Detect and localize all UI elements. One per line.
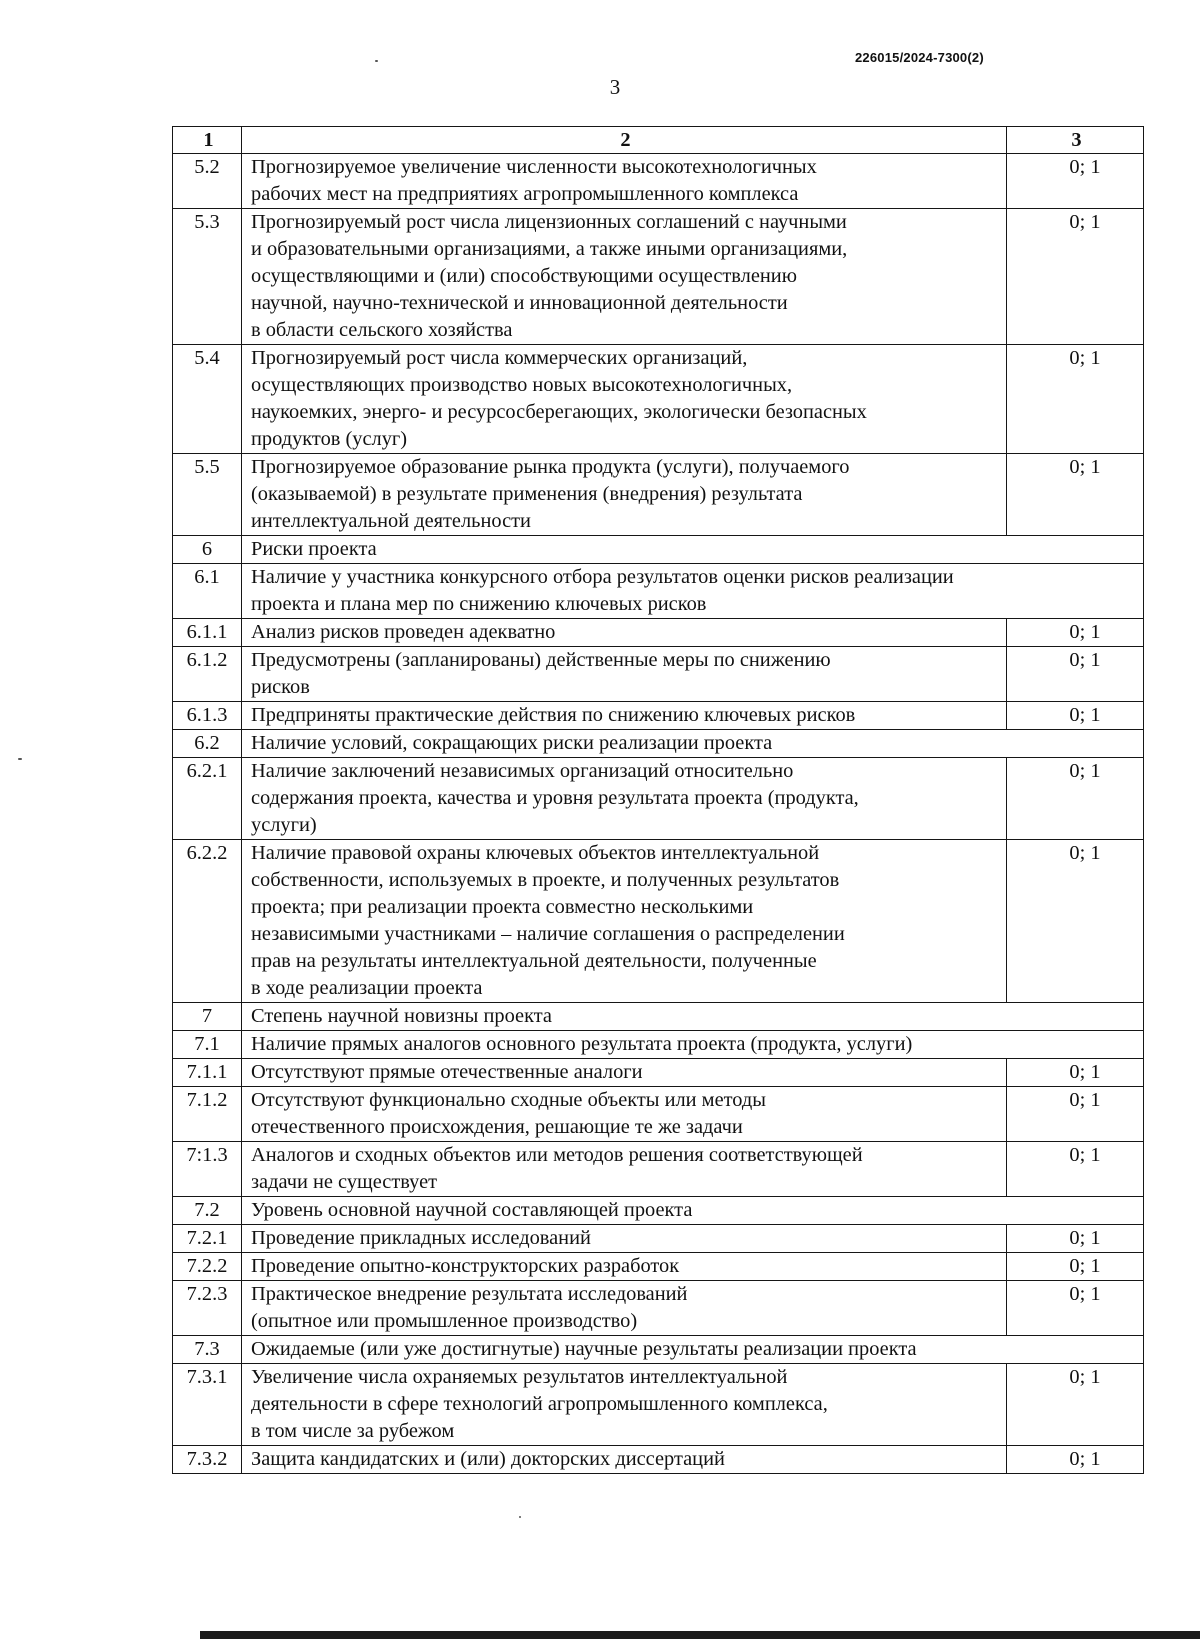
table-row bbox=[173, 564, 1144, 619]
score-value: 0; 1 bbox=[1007, 840, 1144, 1003]
score-value: 0; 1 bbox=[1007, 702, 1144, 730]
scan-speck bbox=[375, 60, 378, 62]
score-value: 0; 1 bbox=[1007, 647, 1144, 702]
item-number: 7.3 bbox=[173, 1336, 242, 1364]
criterion-text: Наличие правовой охраны ключевых объектов интеллектуальной собственности, используемых в проекте, и полученных результатов проекта; при реализации проекта совместно несколькими независимыми участниками – наличие соглашения о распределении прав на результаты интеллектуальной деятельности, полученные в ходе реализации проекта bbox=[242, 840, 1007, 1003]
table-row bbox=[173, 454, 1144, 536]
item-number: 7.1.1 bbox=[173, 1059, 242, 1087]
criterion-text: Защита кандидатских и (или) докторских диссертаций bbox=[242, 1446, 1007, 1474]
score-value: 0; 1 bbox=[1007, 1364, 1144, 1446]
score-value: 0; 1 bbox=[1007, 1059, 1144, 1087]
table-row bbox=[173, 154, 1144, 209]
criterion-text: Предусмотрены (запланированы) действенные меры по снижению рисков bbox=[242, 647, 1007, 702]
table-row bbox=[173, 1364, 1144, 1446]
criterion-text: Наличие условий, сокращающих риски реализации проекта bbox=[242, 730, 1144, 758]
table-row bbox=[173, 730, 1144, 758]
score-value: 0; 1 bbox=[1007, 758, 1144, 840]
item-number: 7.2 bbox=[173, 1197, 242, 1225]
criterion-text: Отсутствуют прямые отечественные аналоги bbox=[242, 1059, 1007, 1087]
table-row bbox=[173, 1031, 1144, 1059]
table-row bbox=[173, 619, 1144, 647]
criterion-text: Степень научной новизны проекта bbox=[242, 1003, 1144, 1031]
item-number: 7.3.2 bbox=[173, 1446, 242, 1474]
document-number: 226015/2024-7300(2) bbox=[855, 50, 984, 65]
table-row bbox=[173, 758, 1144, 840]
criterion-text: Прогнозируемое образование рынка продукта (услуги), получаемого (оказываемой) в результате применения (внедрения) результата интеллектуальной деятельности bbox=[242, 454, 1007, 536]
item-number: 6.2 bbox=[173, 730, 242, 758]
criterion-text: Увеличение числа охраняемых результатов интеллектуальной деятельности в сфере технологий агропромышленного комплекса, в том числе за рубежом bbox=[242, 1364, 1007, 1446]
item-number: 5.3 bbox=[173, 209, 242, 345]
item-number: 5.5 bbox=[173, 454, 242, 536]
table-row bbox=[173, 1087, 1144, 1142]
criterion-text: Наличие у участника конкурсного отбора результатов оценки рисков реализации проекта и плана мер по снижению ключевых рисков bbox=[242, 564, 1144, 619]
score-value: 0; 1 bbox=[1007, 1142, 1144, 1197]
column-header-1: 1 bbox=[173, 127, 242, 154]
table-row bbox=[173, 1225, 1144, 1253]
score-value: 0; 1 bbox=[1007, 345, 1144, 454]
criterion-text: Прогнозируемый рост числа коммерческих организаций, осуществляющих производство новых высокотехнологичных, наукоемких, энерго- и ресурсосберегающих, экологически безопасных продуктов (услуг) bbox=[242, 345, 1007, 454]
column-header-2: 2 bbox=[242, 127, 1007, 154]
page-number: 3 bbox=[609, 75, 621, 99]
criterion-text: Практическое внедрение результата исследований (опытное или промышленное производство) bbox=[242, 1281, 1007, 1336]
criterion-text: Проведение прикладных исследований bbox=[242, 1225, 1007, 1253]
criterion-text: Наличие заключений независимых организаций относительно содержания проекта, качества и уровня результата проекта (продукта, услуги) bbox=[242, 758, 1007, 840]
criterion-text: Аналогов и сходных объектов или методов решения соответствующей задачи не существует bbox=[242, 1142, 1007, 1197]
criterion-text: Отсутствуют функционально сходные объекты или методы отечественного происхождения, решающие те же задачи bbox=[242, 1087, 1007, 1142]
table-row bbox=[173, 840, 1144, 1003]
item-number: 7.2.1 bbox=[173, 1225, 242, 1253]
scan-edge-bar bbox=[200, 1631, 1200, 1639]
item-number: 6.1.2 bbox=[173, 647, 242, 702]
item-number: 6.1 bbox=[173, 564, 242, 619]
table-row bbox=[173, 647, 1144, 702]
item-number: 7.1.2 bbox=[173, 1087, 242, 1142]
table-row bbox=[173, 702, 1144, 730]
table-row bbox=[173, 1446, 1144, 1474]
criterion-text: Наличие прямых аналогов основного результата проекта (продукта, услуги) bbox=[242, 1031, 1144, 1059]
criterion-text: Предприняты практические действия по снижению ключевых рисков bbox=[242, 702, 1007, 730]
item-number: 7 bbox=[173, 1003, 242, 1031]
score-value: 0; 1 bbox=[1007, 454, 1144, 536]
table-row bbox=[173, 209, 1144, 345]
table-row bbox=[173, 1253, 1144, 1281]
score-value: 0; 1 bbox=[1007, 1446, 1144, 1474]
item-number: 6 bbox=[173, 536, 242, 564]
table-row bbox=[173, 536, 1144, 564]
scan-speck bbox=[519, 1516, 521, 1518]
criterion-text: Прогнозируемое увеличение численности высокотехнологичных рабочих мест на предприятиях агропромышленного комплекса bbox=[242, 154, 1007, 209]
item-number: 7.2.2 bbox=[173, 1253, 242, 1281]
score-value: 0; 1 bbox=[1007, 209, 1144, 345]
table-row bbox=[173, 1336, 1144, 1364]
criterion-text: Анализ рисков проведен адекватно bbox=[242, 619, 1007, 647]
item-number: 7.1 bbox=[173, 1031, 242, 1059]
criterion-text: Ожидаемые (или уже достигнутые) научные результаты реализации проекта bbox=[242, 1336, 1144, 1364]
item-number: 6.1.3 bbox=[173, 702, 242, 730]
item-number: 7.3.1 bbox=[173, 1364, 242, 1446]
score-value: 0; 1 bbox=[1007, 1225, 1144, 1253]
item-number: 6.2.2 bbox=[173, 840, 242, 1003]
criterion-text: Прогнозируемый рост числа лицензионных соглашений с научными и образовательными организациями, а также иными организациями, осуществляющими и (или) способствующими осуществлению научной, научно-технической и инновационной деятельности в области сельского хозяйства bbox=[242, 209, 1007, 345]
table-row bbox=[173, 1059, 1144, 1087]
score-value: 0; 1 bbox=[1007, 1281, 1144, 1336]
item-number: 6.2.1 bbox=[173, 758, 242, 840]
column-header-3: 3 bbox=[1007, 127, 1144, 154]
score-value: 0; 1 bbox=[1007, 1253, 1144, 1281]
criteria-table bbox=[172, 126, 1144, 1474]
item-number: 5.4 bbox=[173, 345, 242, 454]
item-number: 6.1.1 bbox=[173, 619, 242, 647]
criteria-table-body bbox=[173, 127, 1144, 1474]
criterion-text: Риски проекта bbox=[242, 536, 1144, 564]
criterion-text: Проведение опытно-конструкторских разработок bbox=[242, 1253, 1007, 1281]
table-row bbox=[173, 345, 1144, 454]
item-number: 5.2 bbox=[173, 154, 242, 209]
score-value: 0; 1 bbox=[1007, 619, 1144, 647]
table-row bbox=[173, 1197, 1144, 1225]
criterion-text: Уровень основной научной составляющей проекта bbox=[242, 1197, 1144, 1225]
table-header-row bbox=[173, 127, 1144, 154]
score-value: 0; 1 bbox=[1007, 154, 1144, 209]
scan-speck bbox=[18, 758, 22, 760]
table-row bbox=[173, 1281, 1144, 1336]
item-number: 7:1.3 bbox=[173, 1142, 242, 1197]
table-row bbox=[173, 1142, 1144, 1197]
score-value: 0; 1 bbox=[1007, 1087, 1144, 1142]
item-number: 7.2.3 bbox=[173, 1281, 242, 1336]
table-row bbox=[173, 1003, 1144, 1031]
